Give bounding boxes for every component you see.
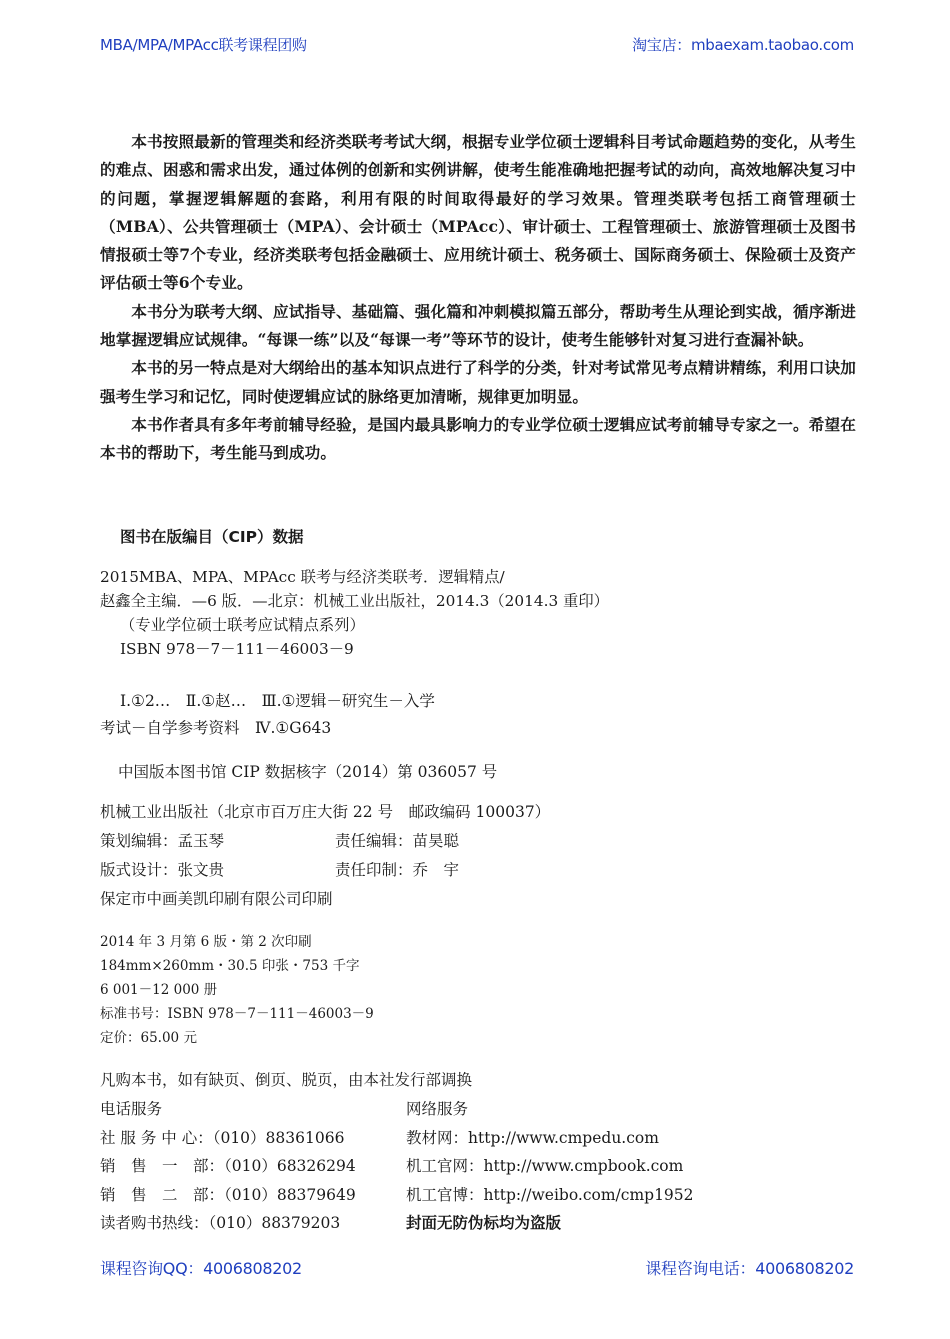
cip-verification: 中国版本图书馆 CIP 数据核字（2014）第 036057 号 (118, 763, 498, 781)
footer-right-text: 课程咨询电话：4006808202 (645, 1259, 854, 1278)
spec-line: 定价：65.00 元 (100, 1030, 197, 1046)
web-entry: 机工官网：http://www.cmpbook.com (406, 1157, 684, 1175)
planning-editor: 策划编辑：孟玉琴 (100, 832, 225, 850)
intro-section (100, 128, 856, 468)
printer-line: 保定市中画美凯印刷有限公司印刷 (100, 890, 333, 908)
phone-entry: 读者购书热线：（010）88379203 (100, 1214, 341, 1232)
phone-service-heading: 电话服务 (100, 1100, 163, 1118)
responsible-editor: 责任编辑：苗昊聪 (335, 832, 460, 850)
publisher-line: 机械工业出版社（北京市百万庄大街 22 号 邮政编码 100037） (100, 803, 551, 821)
classification-line: Ⅰ.①2… Ⅱ.①赵… Ⅲ.①逻辑－研究生－入学 (120, 692, 435, 710)
phone-entry: 社 服 务 中 心：（010）88361066 (100, 1128, 345, 1147)
publisher-block (100, 798, 550, 914)
classification-line: 考试－自学参考资料 Ⅳ.①G643 (100, 719, 332, 737)
web-service-heading: 网络服务 (406, 1100, 469, 1118)
web-entry: 机工官博：http://weibo.com/cmp1952 (406, 1185, 694, 1204)
defect-notice: 凡购本书，如有缺页、倒页、脱页，由本社发行部调换 (100, 1071, 473, 1089)
cip-line: 赵鑫全主编．—6 版．—北京：机械工业出版社，2014.3（2014.3 重印） (100, 592, 609, 610)
header-right-text: 淘宝店：mbaexam.taobao.com (632, 36, 854, 54)
print-supervisor: 责任印制：乔 宇 (335, 861, 460, 879)
cip-title: 图书在版编目（CIP）数据 (120, 528, 304, 546)
footer-left-text: 课程咨询QQ：4006808202 (100, 1259, 302, 1278)
cip-line: （专业学位硕士联考应试精点系列） (120, 616, 365, 634)
intro-paragraph: 本书按照最新的管理类和经济类联考考试大纲，根据专业学位硕士逻辑科目考试命题趋势的变化，从考生的难点、困惑和需求出发，通过体例的创新和实例讲解，使考生能准确地把握考试的动向，高效地解决复习中的问题，掌握逻辑解题的套路，利用有限的时间取得最好的学习效果。管理类联考包括工商管理硕士（MBA）、公共管理硕士（MPA）、会计硕士（MPAcc）、审计硕士、工程管理硕士、旅游管理硕士及图书情报硕士等7个专业，经济类联考包括金融硕士、应用统计硕士、税务硕士、国际商务硕士、保险硕士及资产评估硕士等6个专业。 (100, 132, 856, 293)
cip-line: 2015MBA、MPA、MPAcc 联考与经济类联考．逻辑精点/ (100, 568, 505, 586)
header-left-text: MBA/MPA/MPAcc联考课程团购 (100, 36, 307, 54)
spec-line: 标准书号：ISBN 978－7－111－46003－9 (100, 1006, 374, 1022)
web-entry: 教材网：http://www.cmpedu.com (406, 1128, 659, 1147)
spec-line: 184mm×260mm・30.5 印张・753 千字 (100, 958, 360, 974)
cip-line: ISBN 978－7－111－46003－9 (120, 640, 354, 658)
intro-paragraph: 本书的另一特点是对大纲给出的基本知识点进行了科学的分类，针对考试常见考点精讲精练，利用口诀加强考生学习和记忆，同时使逻辑应试的脉络更加清晰，规律更加明显。 (100, 358, 856, 406)
intro-paragraph: 本书作者具有多年考前辅导经验，是国内最具影响力的专业学位硕士逻辑应试考前辅导专家之一。希望在本书的帮助下，考生能马到成功。 (100, 414, 856, 463)
phone-entry: 销 售 一 部：（010）68326294 (100, 1157, 356, 1175)
phone-entry: 销 售 二 部：（010）88379649 (100, 1185, 356, 1204)
spec-line: 2014 年 3 月第 6 版・第 2 次印刷 (100, 934, 312, 950)
spec-line: 6 001－12 000 册 (100, 982, 218, 998)
service-table (100, 1095, 694, 1238)
layout-design: 版式设计：张文贵 (100, 861, 225, 879)
cip-classification (100, 688, 435, 742)
print-specs (100, 930, 374, 1050)
cip-record (100, 565, 800, 661)
anti-piracy-note: 封面无防伪标均为盗版 (406, 1213, 562, 1232)
intro-paragraph: 本书分为联考大纲、应试指导、基础篇、强化篇和冲刺模拟篇五部分，帮助考生从理论到实战，循序渐进地掌握逻辑应试规律。“每课一练”以及“每课一考”等环节的设计，使考生能够针对复习进行查漏补缺。 (100, 301, 856, 350)
